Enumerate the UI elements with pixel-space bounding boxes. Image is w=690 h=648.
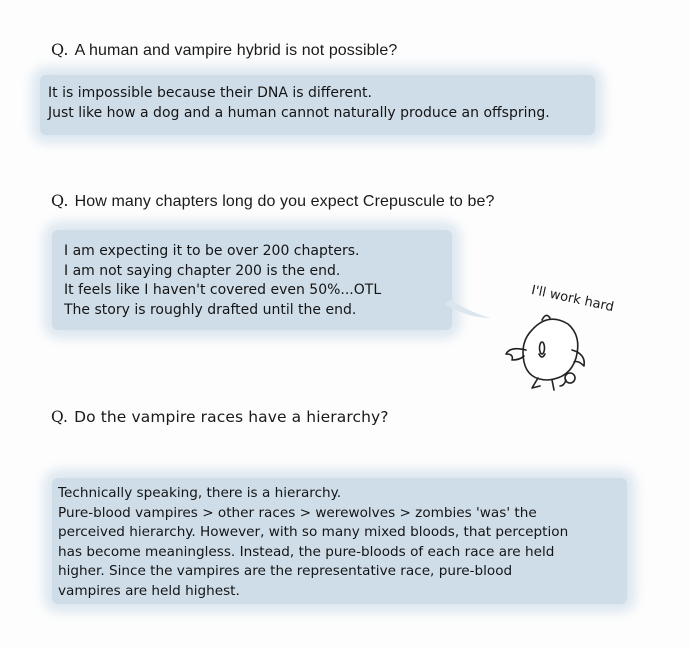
answer-box-1	[40, 75, 595, 135]
answer-line: Technically speaking, there is a hierarchy.	[58, 485, 342, 501]
question-text: A human and vampire hybrid is not possible?	[74, 42, 398, 59]
answer-line: The story is roughly drafted until the end.	[64, 301, 357, 318]
answer-line: vampires are held highest.	[58, 582, 240, 599]
question-text: Do the vampire races have a hierarchy?	[74, 408, 389, 426]
answer-line: has become meaningless. Instead, the pure-bloods of each race are held	[58, 543, 555, 560]
question-marker: Q.	[51, 40, 69, 59]
answer-line: higher. Since the vampires are the representative race, pure-blood	[58, 563, 513, 579]
question-text: How many chapters long do you expect Crepuscule to be?	[74, 193, 495, 210]
answer-line: It is impossible because their DNA is different.	[48, 85, 372, 101]
question-3	[51, 408, 389, 426]
chick-doodle-icon	[502, 310, 592, 395]
question-1	[51, 40, 397, 60]
answer-box-2	[52, 230, 452, 330]
question-2	[51, 191, 494, 211]
question-marker: Q.	[51, 191, 69, 210]
speech-bubble-tail	[445, 300, 493, 322]
answer-box-3	[52, 478, 627, 604]
answer-line: Just like how a dog and a human cannot naturally produce an offspring.	[48, 104, 550, 121]
doodle-caption: I'll work hard	[529, 283, 616, 316]
answer-line: Pure-blood vampires > other races > werewolves > zombies 'was' the	[58, 504, 537, 521]
answer-line: It feels like I haven't covered even 50%...OTL	[64, 282, 382, 298]
answer-line: I am expecting it to be over 200 chapters.	[64, 243, 360, 259]
question-marker: Q.	[51, 408, 69, 426]
answer-line: perceived hierarchy. However, with so many mixed bloods, that perception	[58, 524, 569, 540]
answer-line: I am not saying chapter 200 is the end.	[64, 262, 341, 279]
